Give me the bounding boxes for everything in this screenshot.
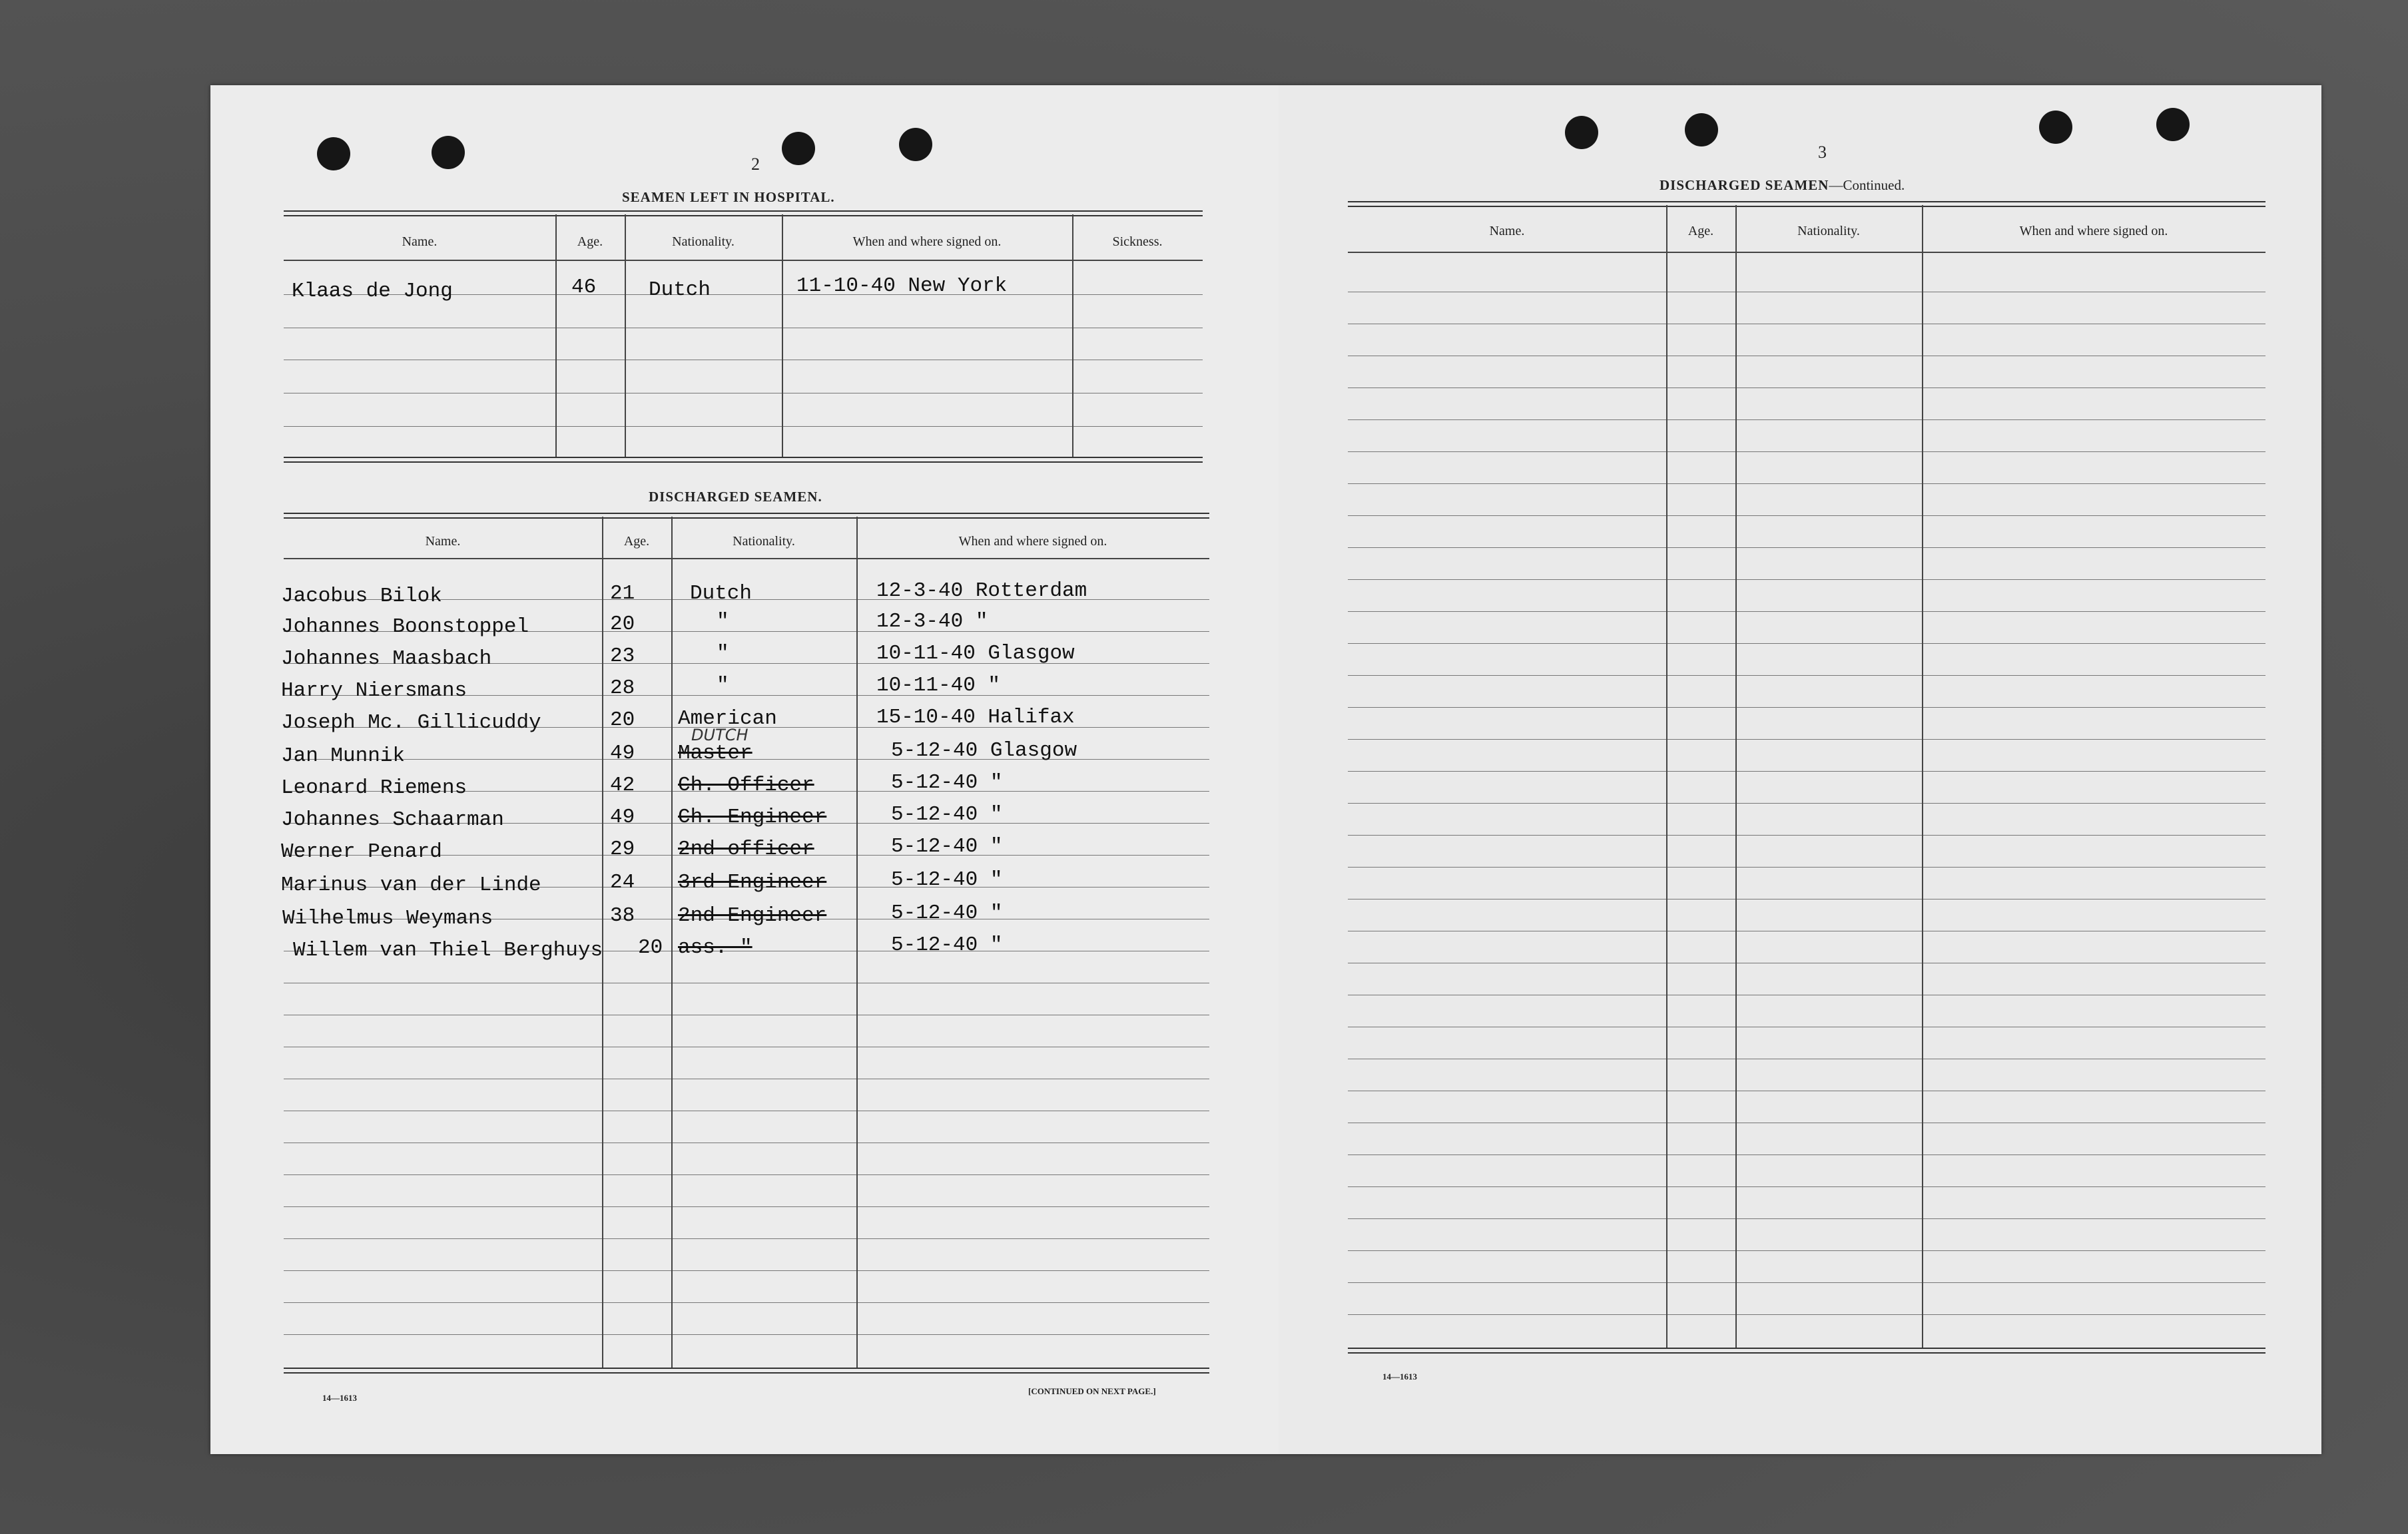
seaman-nationality-struck: Master — [678, 742, 752, 765]
seaman-signed-on: 5-12-40 " — [891, 901, 1003, 925]
seaman-age: 49 — [610, 742, 635, 765]
seaman-age: 28 — [610, 676, 635, 700]
seaman-signed-on: 12-3-40 Rotterdam — [876, 579, 1087, 603]
punch-hole — [782, 132, 815, 165]
seaman-signed-on: 15-10-40 Halifax — [876, 706, 1075, 729]
seaman-name: Wilhelmus Weymans — [282, 907, 493, 930]
seaman-name: Willem van Thiel Berghuys — [293, 939, 603, 962]
seaman-signed-on: 5-12-40 " — [891, 868, 1003, 892]
seaman-signed-on: 10-11-40 " — [876, 674, 1001, 697]
seaman-age: 49 — [610, 806, 635, 829]
seaman-signed-on: 5-12-40 " — [891, 771, 1003, 794]
column-header-age: Age. — [1687, 224, 1714, 238]
column-header-name: Name. — [425, 534, 461, 549]
seaman-name: Johannes Maasbach — [281, 647, 492, 670]
seaman-nationality-struck: 2nd officer — [678, 838, 814, 861]
column-header-nationality: Nationality. — [733, 534, 795, 549]
seaman-signed-on: 12-3-40 " — [876, 610, 988, 633]
handwritten-correction: DUTCH — [691, 726, 749, 744]
section-title-text: DISCHARGED SEAMEN — [1659, 177, 1829, 193]
hospital-row-nationality: Dutch — [649, 278, 711, 302]
seaman-nationality-struck: 3rd Engineer — [678, 871, 827, 894]
punch-hole — [2039, 111, 2072, 144]
continued-note: [CONTINUED ON NEXT PAGE.] — [1028, 1386, 1156, 1396]
hospital-row-age: 46 — [571, 276, 597, 299]
seaman-age: 24 — [610, 871, 635, 894]
seaman-age: 20 — [610, 708, 635, 732]
seaman-age: 20 — [638, 936, 663, 959]
discharged-table — [281, 513, 1209, 1380]
seaman-age: 38 — [610, 904, 635, 927]
seaman-age: 21 — [610, 582, 635, 605]
form-number-left: 14—1613 — [322, 1393, 357, 1403]
hospital-row-name: Klaas de Jong — [292, 280, 453, 303]
punch-hole — [432, 136, 465, 169]
hospital-table — [284, 210, 1203, 467]
seaman-name: Harry Niersmans — [281, 679, 467, 702]
seaman-nationality: " — [717, 610, 729, 633]
seaman-signed-on: 5-12-40 " — [891, 835, 1003, 858]
seaman-nationality: Dutch — [690, 582, 752, 605]
column-header-nationality: Nationality. — [1797, 224, 1860, 238]
seaman-signed-on: 10-11-40 Glasgow — [876, 642, 1075, 665]
seaman-name: Jan Munnik — [281, 744, 406, 768]
seaman-age: 42 — [610, 774, 635, 797]
seaman-signed-on: 5-12-40 " — [891, 803, 1003, 826]
seaman-nationality: " — [717, 642, 729, 665]
section-title-continued: —Continued. — [1829, 177, 1905, 193]
seaman-name: Joseph Mc. Gillicuddy — [281, 711, 541, 734]
section-title-discharged-continued — [1659, 177, 1905, 194]
seaman-nationality-struck: 2nd Engineer — [678, 904, 827, 927]
seaman-age: 23 — [610, 644, 635, 668]
section-title-discharged: DISCHARGED SEAMEN. — [649, 489, 822, 505]
seaman-name: Johannes Boonstoppel — [281, 615, 529, 639]
column-header-signed-on: When and where signed on. — [852, 234, 1002, 249]
punch-hole — [899, 128, 932, 161]
column-header-name: Name. — [402, 234, 438, 249]
seaman-nationality: American — [678, 707, 777, 730]
seaman-name: Leonard Riemens — [281, 776, 467, 800]
seaman-age: 29 — [610, 838, 635, 861]
seaman-nationality-struck: Ch. Engineer — [678, 806, 827, 829]
column-header-signed-on: When and where signed on. — [2019, 224, 2168, 238]
column-header-nationality: Nationality. — [672, 234, 735, 249]
seaman-name: Jacobus Bilok — [281, 585, 442, 608]
seaman-name: Werner Penard — [281, 840, 442, 864]
seaman-signed-on: 5-12-40 Glasgow — [891, 739, 1077, 762]
punch-hole — [1685, 113, 1718, 146]
column-header-age: Age. — [577, 234, 603, 249]
column-header-signed-on: When and where signed on. — [958, 534, 1107, 549]
seaman-name: Johannes Schaarman — [281, 808, 504, 832]
page-number-left: 2 — [751, 154, 760, 174]
seaman-nationality-struck: ass. " — [678, 936, 752, 959]
form-number-right: 14—1613 — [1382, 1372, 1417, 1382]
discharged-continued-table — [1348, 201, 2265, 1361]
column-header-sickness: Sickness. — [1112, 234, 1163, 249]
page-number-right: 3 — [1818, 142, 1827, 162]
seaman-age: 20 — [610, 613, 635, 636]
column-header-age: Age. — [623, 534, 650, 549]
seaman-name: Marinus van der Linde — [281, 874, 541, 897]
section-title-hospital: SEAMEN LEFT IN HOSPITAL. — [622, 189, 835, 205]
seaman-nationality: " — [717, 674, 729, 697]
column-header-name: Name. — [1489, 224, 1525, 238]
hospital-row-signed-on: 11-10-40 New York — [796, 274, 1008, 298]
punch-hole — [2156, 108, 2190, 141]
seaman-signed-on: 5-12-40 " — [891, 933, 1003, 957]
punch-hole — [1565, 116, 1598, 149]
punch-hole — [317, 137, 350, 170]
seaman-nationality-struck: Ch. Officer — [678, 774, 814, 797]
